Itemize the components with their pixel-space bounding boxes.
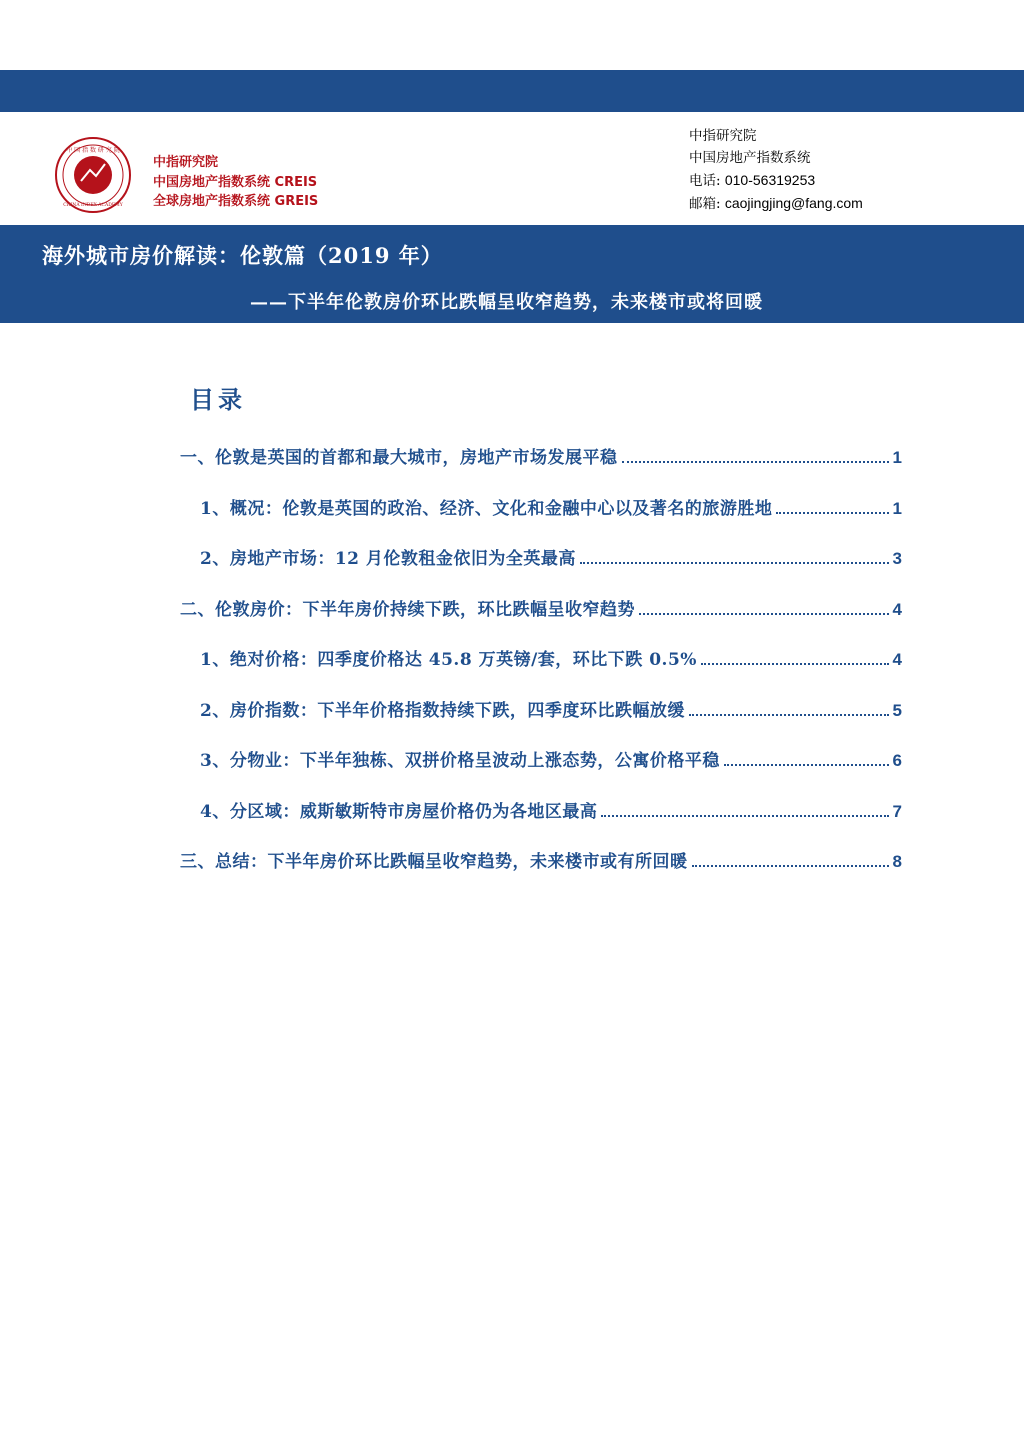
toc-leader-dots [639,612,889,615]
toc-entry-page: 1 [892,499,902,518]
toc-entry[interactable] [200,642,902,670]
org-line-3: 全球房地产指数系统 GREIS [153,194,319,209]
org-line-1: 中指研究院 [153,155,219,170]
toc-entry[interactable] [200,491,902,519]
organization-names [153,153,318,212]
toc-leader-dots [701,662,889,665]
toc-entry-page: 3 [892,549,902,568]
toc-entry-page: 6 [892,751,902,770]
toc-leader-dots [601,814,888,817]
contact-info [689,125,863,215]
email-address[interactable]: caojingjing@fang.com [724,195,863,211]
contact-org: 中指研究院 [689,128,757,144]
toc-entry-page: 7 [892,802,902,821]
toc-entry-text: 3、分物业：下半年独栋、双拼价格呈波动上涨态势，公寓价格平稳 [200,751,720,771]
report-subtitle: ——下半年伦敦房价环比跌幅呈收窄趋势，未来楼市或将回暖 [250,292,763,313]
top-color-band [0,70,1024,112]
toc-entry[interactable] [180,592,902,620]
toc-entry-page: 8 [892,852,902,871]
toc-leader-dots [580,561,889,564]
toc-entry[interactable] [200,794,902,822]
toc-entry-page: 1 [892,448,902,467]
toc-entry-text: 1、绝对价格：四季度价格达 45.8 万英镑/套，环比下跌 0.5% [200,650,697,670]
toc-leader-dots [724,763,889,766]
phone-number: 010-56319253 [724,172,816,188]
toc-leader-dots [689,713,889,716]
toc-entry-text: 一、伦敦是英国的首都和最大城市，房地产市场发展平稳 [180,448,618,468]
toc-entry-page: 4 [892,650,902,669]
phone-label: 电话: [689,173,721,189]
toc-entry[interactable] [180,844,902,872]
report-title: 海外城市房价解读：伦敦篇（2019 年） [42,243,443,268]
contact-email-row [689,192,863,215]
toc-entry-page: 4 [892,600,902,619]
toc-leader-dots [776,511,888,514]
svg-text:CHINA INDEX ACADEMY: CHINA INDEX ACADEMY [63,203,123,208]
toc-entry-text: 三、总结：下半年房价环比跌幅呈收窄趋势，未来楼市或有所回暖 [180,852,688,872]
toc-entry[interactable] [200,541,902,569]
toc-leader-dots [692,864,889,867]
toc-entry-text: 二、伦敦房价：下半年房价持续下跌，环比跌幅呈收窄趋势 [180,600,635,620]
toc-entry[interactable] [200,743,902,771]
svg-text:中 国 指 数 研 究 院: 中 国 指 数 研 究 院 [66,147,120,154]
toc-heading: 目录 [190,385,246,414]
toc-entry-text: 2、房地产市场：12 月伦敦租金依旧为全英最高 [200,549,576,569]
toc-entry-text: 4、分区域：威斯敏斯特市房屋价格仍为各地区最高 [200,802,598,822]
toc-entry-text: 2、房价指数：下半年价格指数持续下跌，四季度环比跌幅放缓 [200,701,685,721]
toc-entry-text: 1、概况：伦敦是英国的政治、经济、文化和金融中心以及著名的旅游胜地 [200,499,773,519]
toc-entry[interactable] [180,440,902,468]
contact-system: 中国房地产指数系统 [689,150,811,166]
toc-entry-page: 5 [892,701,902,720]
contact-phone-row [689,169,863,192]
email-label: 邮箱: [689,196,721,212]
org-line-2: 中国房地产指数系统 CREIS [153,174,318,190]
toc-leader-dots [622,460,889,463]
china-index-academy-logo [54,136,132,214]
toc-entry[interactable] [200,693,902,721]
